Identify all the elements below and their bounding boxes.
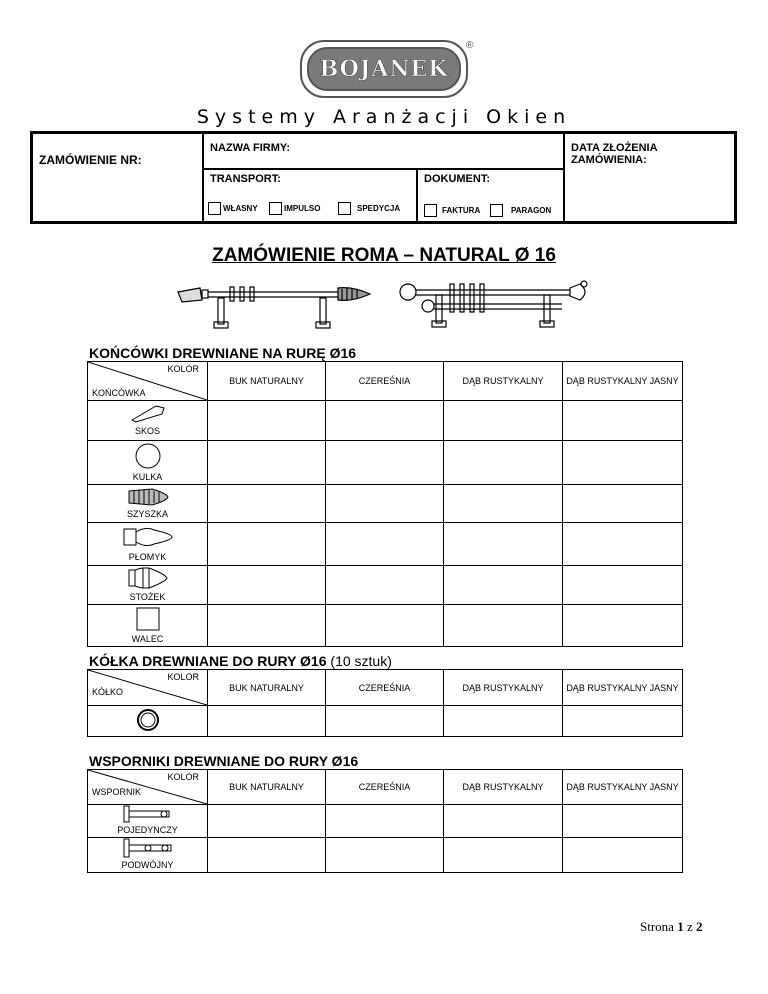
finial-name: STOŻEK: [129, 592, 166, 602]
table-header-row: [88, 362, 683, 401]
cylinder-finial-icon: [135, 606, 161, 632]
color-corner-label: KOLOR: [167, 772, 199, 782]
table-row: [88, 566, 683, 605]
finial-name: WALEC: [131, 633, 164, 644]
color-header: DĄB RUSTYKALNY: [444, 362, 563, 401]
quantity-cell[interactable]: [444, 805, 563, 838]
quantity-cell[interactable]: [326, 706, 444, 737]
finials-table: [87, 361, 683, 647]
brand-name: BOJANEK: [319, 56, 449, 82]
quantity-cell[interactable]: [326, 566, 444, 605]
bracket-name: POJEDYNCZY: [117, 825, 178, 835]
finial-name: KULKA: [132, 471, 163, 482]
company-name-cell[interactable]: [203, 133, 564, 169]
corner-header: [88, 670, 208, 706]
color-header: DĄB RUSTYKALNY JASNY: [563, 770, 683, 805]
table-row: [88, 401, 683, 441]
quantity-cell[interactable]: [208, 485, 326, 523]
transport-option-impulso[interactable]: IMPULSO: [269, 202, 320, 215]
color-corner-label: KOLOR: [167, 364, 199, 374]
color-header: BUK NATURALNY: [208, 670, 326, 706]
company-name-label: NAZWA FIRMY:: [210, 142, 291, 154]
quantity-cell[interactable]: [444, 523, 563, 566]
curtain-rod-illustration: [170, 278, 600, 330]
color-header: DĄB RUSTYKALNY: [444, 770, 563, 805]
quantity-cell[interactable]: [208, 401, 326, 441]
finial-corner-label: KOŃCÓWKA: [92, 388, 146, 398]
quantity-cell[interactable]: [326, 523, 444, 566]
checkbox[interactable]: [208, 202, 221, 215]
ring-corner-label: KÓŁKO: [92, 687, 124, 697]
table-row: [88, 485, 683, 523]
order-date-cell[interactable]: [564, 133, 735, 222]
quantity-cell[interactable]: [444, 838, 563, 873]
quantity-cell[interactable]: [444, 441, 563, 485]
quantity-cell[interactable]: [208, 605, 326, 647]
quantity-cell[interactable]: [208, 566, 326, 605]
quantity-cell[interactable]: [444, 566, 563, 605]
color-header: CZEREŚNIA: [326, 362, 444, 401]
quantity-cell[interactable]: [326, 605, 444, 647]
finial-name: SZYSZKA: [126, 508, 168, 519]
quantity-cell[interactable]: [208, 805, 326, 838]
table-row: [88, 838, 683, 873]
flame-finial-icon: [122, 524, 174, 550]
quantity-cell[interactable]: [563, 706, 683, 737]
table-row: [88, 605, 683, 647]
color-header: BUK NATURALNY: [208, 362, 326, 401]
transport-label: TRANSPORT:: [210, 173, 281, 185]
quantity-cell[interactable]: [326, 485, 444, 523]
quantity-cell[interactable]: [208, 441, 326, 485]
corner-header: [88, 770, 208, 805]
order-number-cell[interactable]: [32, 133, 203, 222]
transport-option-own[interactable]: WŁASNY: [208, 202, 258, 215]
quantity-cell[interactable]: [563, 401, 683, 441]
registered-mark: ®: [466, 40, 474, 51]
single-rod-icon: [178, 287, 370, 328]
table-header-row: [88, 670, 683, 706]
quantity-cell[interactable]: [563, 441, 683, 485]
order-number-label: ZAMÓWIENIE NR:: [39, 153, 142, 167]
page-number: Strona 1 z 2: [640, 919, 703, 934]
single-bracket-icon: [122, 805, 174, 823]
color-corner-label: KOLOR: [167, 672, 199, 682]
quantity-cell[interactable]: [208, 838, 326, 873]
quantity-cell[interactable]: [444, 401, 563, 441]
quantity-cell[interactable]: [563, 838, 683, 873]
color-header: DĄB RUSTYKALNY: [444, 670, 563, 706]
ball-finial-icon: [133, 442, 163, 470]
quantity-cell[interactable]: [208, 523, 326, 566]
document-option-invoice[interactable]: FAKTURA: [424, 204, 480, 217]
table-row: [88, 523, 683, 566]
corner-header: [88, 362, 208, 401]
table-row: [88, 706, 683, 737]
quantity-cell[interactable]: [444, 605, 563, 647]
color-header: DĄB RUSTYKALNY JASNY: [563, 362, 683, 401]
brackets-table: [87, 769, 683, 873]
color-header: DĄB RUSTYKALNY JASNY: [563, 670, 683, 706]
finial-name: SKOS: [134, 425, 160, 436]
quantity-cell[interactable]: [563, 605, 683, 647]
page-title: ZAMÓWIENIE ROMA – NATURAL Ø 16: [212, 245, 556, 266]
checkbox[interactable]: [490, 204, 503, 217]
color-header: CZEREŚNIA: [326, 770, 444, 805]
color-header: BUK NATURALNY: [208, 770, 326, 805]
quantity-cell[interactable]: [563, 485, 683, 523]
rings-table: [87, 669, 683, 737]
quantity-cell[interactable]: [563, 523, 683, 566]
table-row: [88, 805, 683, 838]
quantity-cell[interactable]: [444, 485, 563, 523]
skos-finial-icon: [128, 404, 168, 424]
document-cell: [417, 169, 564, 222]
document-label: DOKUMENT:: [424, 173, 490, 185]
ring-icon: [135, 707, 161, 733]
table-header-row: [88, 770, 683, 805]
quantity-cell[interactable]: [326, 805, 444, 838]
pine-cone-finial-icon: [126, 487, 170, 507]
quantity-cell[interactable]: [444, 706, 563, 737]
document-option-receipt[interactable]: PARAGON: [490, 204, 551, 217]
finial-name: PŁOMYK: [128, 552, 167, 562]
transport-cell: [203, 169, 417, 222]
quantity-cell[interactable]: [563, 566, 683, 605]
tagline: Systemy Aranżacji Okien: [196, 106, 572, 128]
bracket-corner-label: WSPORNIK: [92, 787, 142, 797]
quantity-cell[interactable]: [563, 805, 683, 838]
brand-logo-plate: [307, 47, 461, 91]
checkbox[interactable]: [424, 204, 437, 217]
order-date-label: DATA ZŁOŻENIA ZAMÓWIENIA:: [571, 142, 658, 166]
finials-section-title: KOŃCÓWKI DREWNIANE NA RURĘ Ø16: [89, 345, 357, 361]
checkbox[interactable]: [269, 202, 282, 215]
cone-finial-icon: [127, 566, 169, 590]
double-rod-icon: [400, 281, 587, 327]
quantity-cell[interactable]: [326, 441, 444, 485]
quantity-cell[interactable]: [326, 401, 444, 441]
rings-section-title: KÓŁKA DREWNIANE DO RURY Ø16 (10 sztuk): [89, 653, 392, 669]
order-header-box: [30, 131, 737, 224]
checkbox[interactable]: [338, 202, 351, 215]
table-row: [88, 441, 683, 485]
bracket-name: PODWÓJNY: [121, 860, 174, 870]
color-header: CZEREŚNIA: [326, 670, 444, 706]
quantity-cell[interactable]: [326, 838, 444, 873]
transport-option-spedycja[interactable]: SPEDYCJA: [338, 202, 400, 215]
quantity-cell[interactable]: [208, 706, 326, 737]
brackets-section-title: WSPORNIKI DREWNIANE DO RURY Ø16: [89, 753, 359, 769]
brand-logo: [300, 40, 468, 98]
double-bracket-icon: [122, 838, 174, 858]
